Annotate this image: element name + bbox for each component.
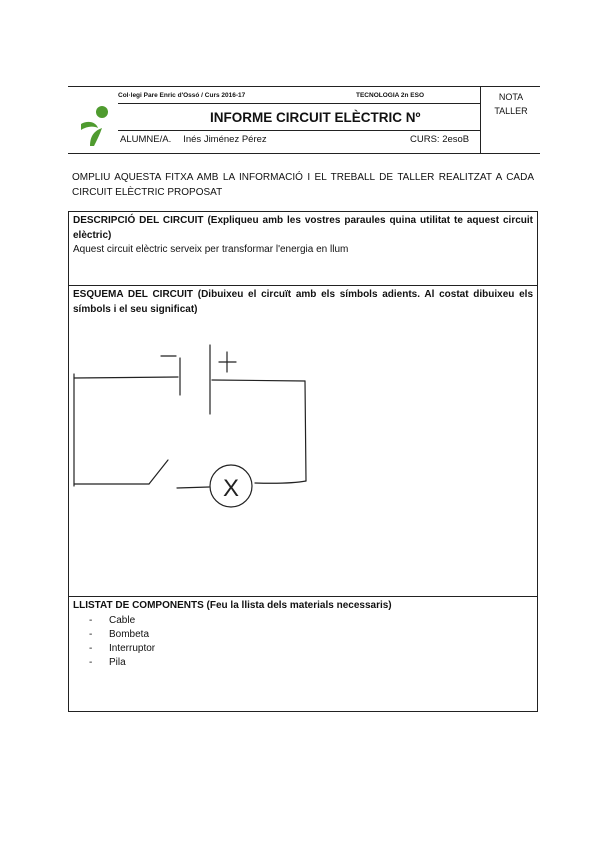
- wire-right: [305, 381, 306, 481]
- description-note: (Expliqueu amb les vostres paraules quina utilitat te aquest circuit elèctric): [73, 215, 534, 241]
- components-title: LLISTAT DE COMPONENTS: [73, 600, 204, 611]
- nota-label: NOTA: [498, 92, 524, 102]
- components-section: [68, 596, 538, 712]
- switch-lever: [149, 460, 168, 484]
- wire-top-right: [212, 380, 305, 381]
- school-name: Col·legi Pare Enric d'Ossó / Curs 2016-17: [118, 92, 246, 99]
- taller-label: TALLER: [494, 106, 528, 116]
- wire-top-left: [74, 377, 178, 378]
- components-heading: [73, 599, 533, 614]
- course-label: CURS: 2esoB: [410, 134, 470, 145]
- student-name: Inés Jiménez Pérez: [183, 134, 267, 145]
- list-item: - Interruptor: [89, 642, 155, 656]
- description-text: Aquest circuit elèctric serveix per transformar l'energia en llum: [73, 244, 349, 255]
- intro-instructions: OMPLIU AQUESTA FITXA AMB LA INFORMACIÓ I EL TREBALL DE TALLER REALITZAT A CADA CIRCUIT ELÈCTRIC PROPOSAT: [72, 172, 534, 198]
- wire-bottom-right: [255, 481, 306, 483]
- list-item: - Cable: [89, 614, 155, 628]
- subject-name: TECNOLOGIA 2n ESO: [356, 92, 425, 99]
- wire-bottom-middle: [177, 487, 209, 488]
- list-item: - Bombeta: [89, 628, 155, 642]
- lamp-cross-symbol: X: [222, 475, 240, 502]
- schema-title: ESQUEMA DEL CIRCUIT: [73, 289, 194, 300]
- report-title: INFORME CIRCUIT ELÈCTRIC Nº: [210, 110, 421, 125]
- battery-plus-sign: [219, 352, 236, 372]
- components-list: [89, 614, 155, 670]
- schema-note: (Dibuixeu el circuït amb els símbols adients. Al costat dibuixeu els símbols i el seu significat): [73, 289, 534, 315]
- list-item: - Pila: [89, 656, 155, 670]
- components-note: (Feu la llista dels materials necessaris): [206, 600, 392, 611]
- description-title: DESCRIPCIÓ DEL CIRCUIT: [73, 215, 204, 226]
- student-label: ALUMNE/A.: [120, 134, 172, 145]
